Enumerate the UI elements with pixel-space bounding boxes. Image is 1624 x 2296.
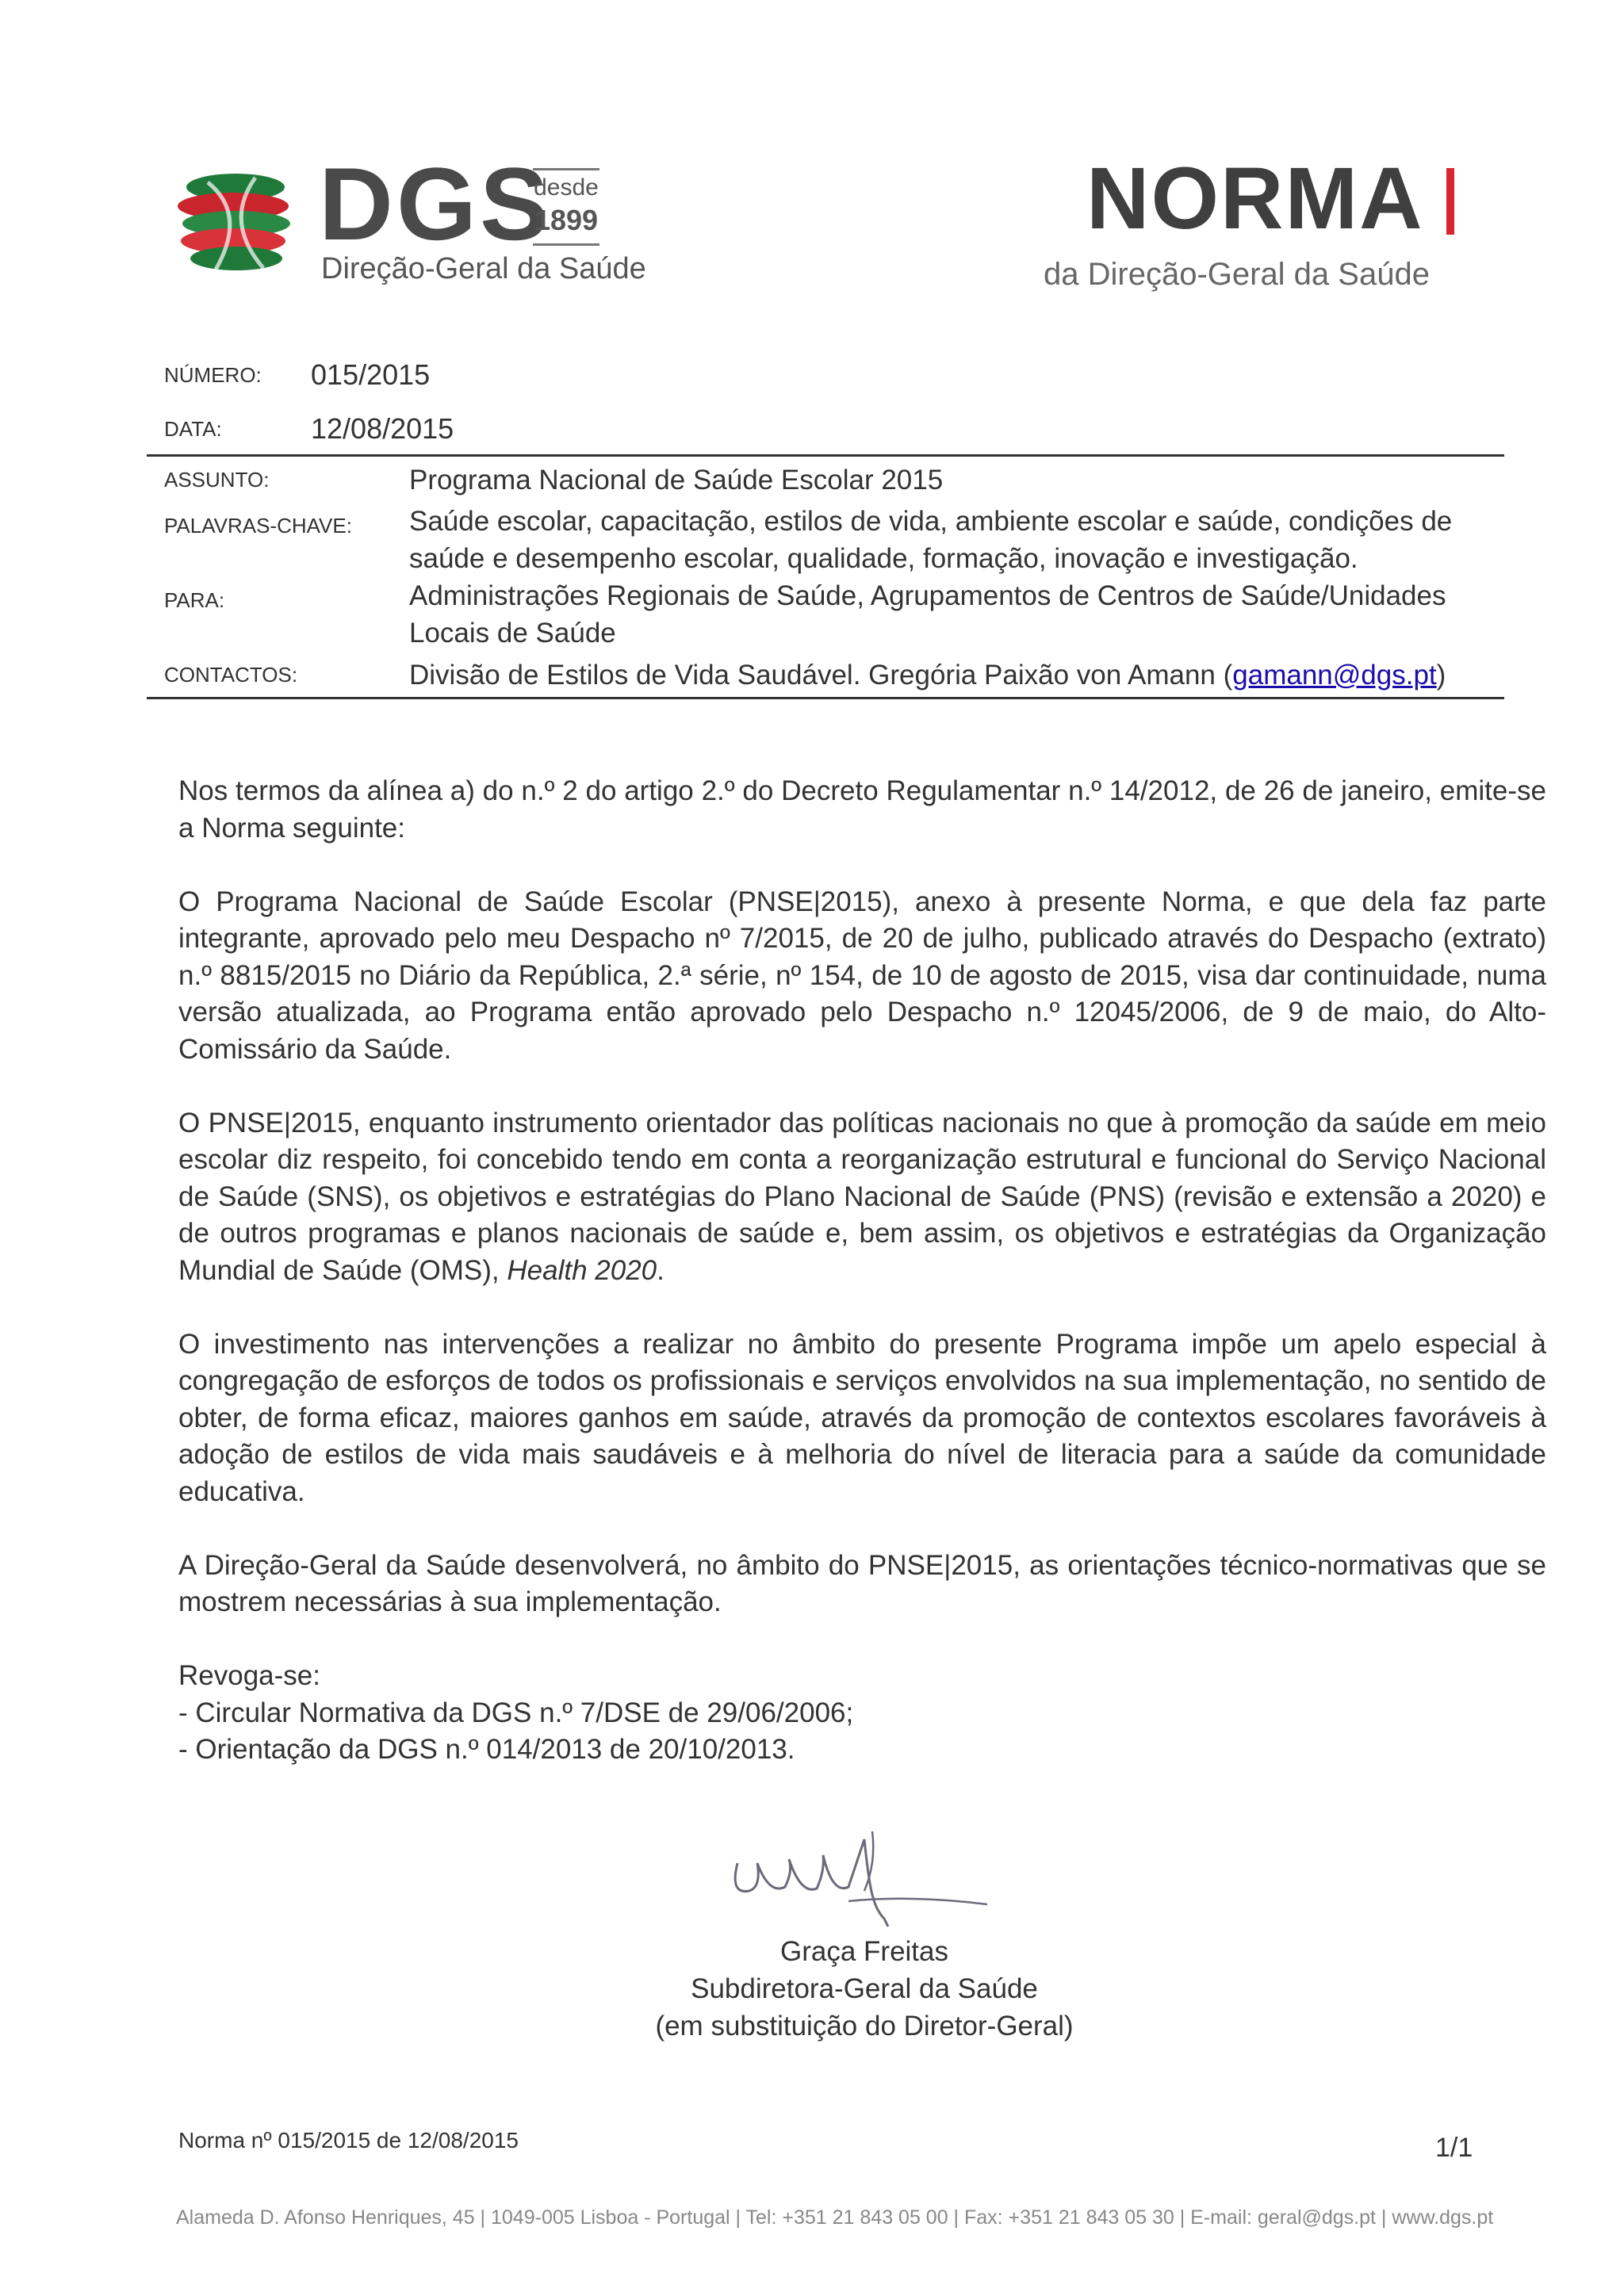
health-2020-italic: Health 2020 <box>507 1254 657 1286</box>
footer-address: Alameda D. Afonso Henriques, 45 | 1049-005 Lisboa - Portugal | Tel: +351 21 843 05 00 | Fax: +351 21 843 05 30 | E-mail: geral@dgs.pt | www.dgs.pt <box>176 2206 1494 2229</box>
body-paragraph-1: Nos termos da alínea a) do n.º 2 do artigo 2.º do Decreto Regulamentar n.º 14/2012, de 26 de janeiro, emite-se a Norma seguinte: <box>178 775 1546 844</box>
signatory-title: Subdiretora-Geral da Saúde <box>691 1973 1038 2004</box>
assunto-label: ASSUNTO: <box>164 468 270 492</box>
handwritten-signature-icon <box>714 1816 999 1934</box>
desde-label: desde <box>534 174 599 201</box>
data-label: DATA: <box>164 417 222 441</box>
document-body <box>178 773 1546 1769</box>
contactos-value <box>409 656 1624 694</box>
revoga-item-2: - Orientação da DGS n.º 014/2013 de 20/10/2013. <box>178 1734 795 1765</box>
contactos-prefix: Divisão de Estilos de Vida Saudável. Gregória Paixão von Amann ( <box>409 660 1233 691</box>
norma-accent-bar <box>1446 168 1454 235</box>
contact-email-link[interactable]: gamann@dgs.pt <box>1232 660 1437 691</box>
doc-type: NORMA <box>1086 150 1424 247</box>
meta-bottom-rule <box>147 697 1504 699</box>
contactos-label: CONTACTOS: <box>164 663 298 687</box>
palavras-chave-line-1: Saúde escolar, capacitação, estilos de vida, ambiente escolar e saúde, condições de <box>409 506 1453 537</box>
numero-label: NÚMERO: <box>164 363 262 387</box>
body-paragraph-5: A Direção-Geral da Saúde desenvolverá, no âmbito do PNSE|2015, as orientações técnico-normativas que se mostrem necessárias à sua implementação. <box>178 1549 1546 1617</box>
para-label: PARA: <box>164 588 225 612</box>
body-paragraph-2: O Programa Nacional de Saúde Escolar (PNSE|2015), anexo à presente Norma, e que dela faz parte integrante, aprovado pelo meu Despacho nº 7/2015, de 20 de julho, publicado através do Despacho (extrato) n.º 8815/2015 no Diário da República, 2.ª série, nº 154, de 10 de agosto de 2015, visa dar continuidade, numa versão atualizada, ao Programa então aprovado pelo Despacho n.º 12045/2006, de 9 de maio, do Alto-Comissário da Saúde. <box>178 886 1546 1065</box>
revoga-item-1: - Circular Normativa da DGS n.º 7/DSE de 29/06/2006; <box>178 1697 854 1728</box>
body-paragraph-3-end: . <box>657 1254 665 1286</box>
body-paragraph-3-main: O PNSE|2015, enquanto instrumento orientador das políticas nacionais no que à promoção da saúde em meio escolar diz respeito, foi concebido tendo em conta a reorganização estrutural e funcional do Serviço Nacional de Saúde (SNS), os objetivos e estratégias do Plano Nacional de Saúde (PNS) (revisão e extensão a 2020) e de outros programas e planos nacionais de saúde e, bem assim, os objetivos e estratégias da Organização Mundial de Saúde (OMS), <box>178 1107 1546 1286</box>
signatory-note: (em substituição do Diretor-Geral) <box>655 2011 1074 2042</box>
body-paragraph-3 <box>178 1105 1546 1290</box>
footer-reference: Norma nº 015/2015 de 12/08/2015 <box>178 2128 519 2152</box>
assunto-value: Programa Nacional de Saúde Escolar 2015 <box>409 465 944 496</box>
numero-value: 015/2015 <box>311 358 431 391</box>
page-number: 1/1 <box>1435 2133 1473 2163</box>
body-paragraph-4: O investimento nas intervenções a realizar no âmbito do presente Programa impõe um apelo especial à congregação de esforços de todos os profissionais e serviços envolvidos na sua implementação, no sentido de obter, de forma eficaz, maiores ganhos em saúde, através da promoção de contextos escolares favoráveis à adoção de estilos de vida mais saudáveis e à melhoria do nível de literacia para a saúde da comunidade educativa. <box>178 1328 1546 1507</box>
palavras-chave-line-2: saúde e desempenho escolar, qualidade, formação, inovação e investigação. <box>409 543 1358 574</box>
signature-block <box>555 1933 1174 2045</box>
dgs-logo-icon <box>176 166 295 277</box>
para-line-2: Locais de Saúde <box>409 618 616 649</box>
doc-type-subtitle: da Direção-Geral da Saúde <box>1044 257 1430 292</box>
data-value: 12/08/2015 <box>311 412 454 445</box>
founding-year: 1899 <box>534 204 599 236</box>
palavras-chave-label: PALAVRAS-CHAVE: <box>164 514 352 538</box>
org-abbr: DGS <box>319 146 552 262</box>
signatory-name: Graça Freitas <box>780 1936 948 1967</box>
contactos-suffix: ) <box>1436 660 1446 691</box>
meta-top-rule <box>147 454 1504 457</box>
org-name: Direção-Geral da Saúde <box>321 252 646 285</box>
revoga-title: Revoga-se: <box>178 1660 320 1691</box>
para-line-1: Administrações Regionais de Saúde, Agrupamentos de Centros de Saúde/Unidades <box>409 580 1446 611</box>
